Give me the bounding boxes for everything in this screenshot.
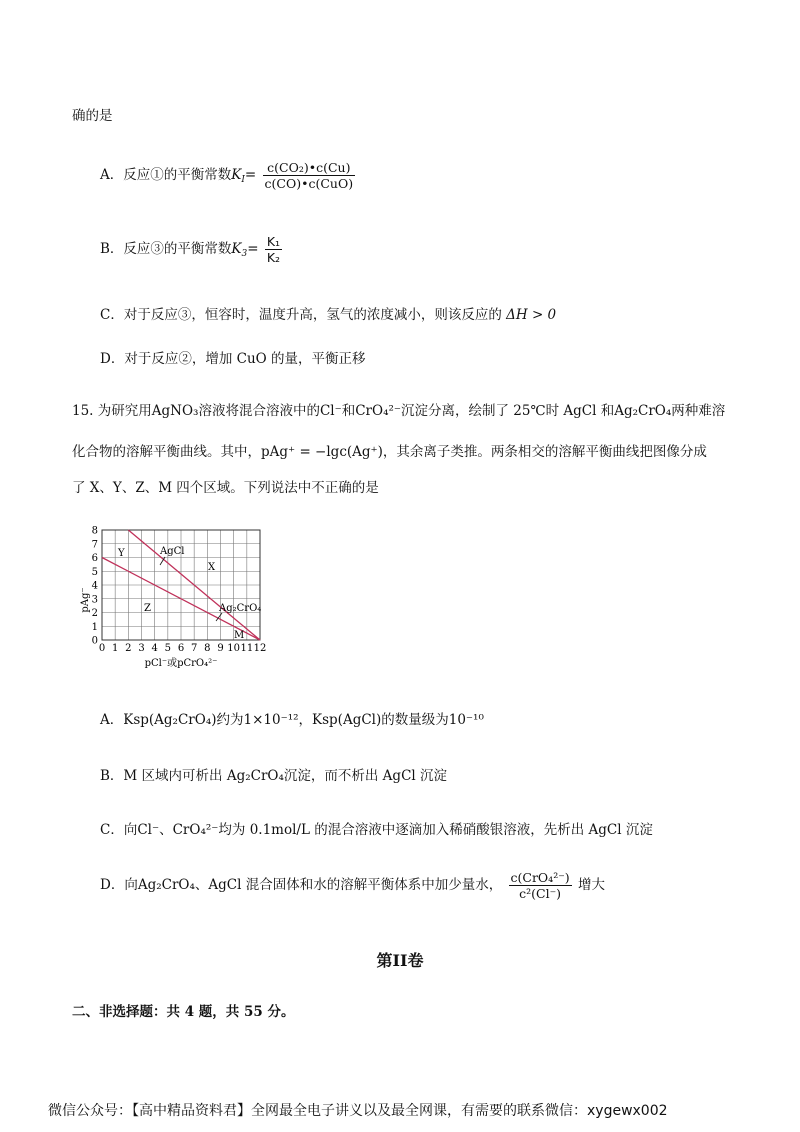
q14-c-tail: ΔH > 0 <box>506 307 557 323</box>
x-tick-label: 3 <box>138 643 145 654</box>
footer-wechat-notice: 微信公众号：【高中精品资料君】全网最全电子讲义以及最全网课，有需要的联系微信：xygewx002 <box>48 1103 668 1119</box>
q14-option-c <box>100 303 556 323</box>
x-tick-label: 10 <box>227 643 241 654</box>
region-z-label: Z <box>144 603 151 614</box>
q14-b-k-sub: 3 <box>241 249 248 259</box>
q15-option-b: B．M 区域内可析出 Ag₂CrO₄沉淀，而不析出 AgCl 沉淀 <box>100 768 448 784</box>
x-tick-label: 4 <box>151 643 158 654</box>
y-tick-label: 5 <box>91 566 98 578</box>
q15-stem-line-3: 了 X、Y、Z、M 四个区域。下列说法中不正确的是 <box>72 480 379 496</box>
q14-b-fraction <box>265 234 282 265</box>
q15-option-a: A．Ksp(Ag₂CrO₄)约为1×10⁻¹²，Ksp(AgCl)的数量级为10⁻¹⁰ <box>100 712 484 728</box>
ag2cro4-series-label: Ag₂CrO₄ <box>219 603 262 614</box>
q15-d-denominator: c²(Cl⁻) <box>519 886 562 901</box>
q15-d-numerator: c(CrO₄²⁻) <box>510 870 570 885</box>
x-tick-label: 5 <box>164 643 172 654</box>
agcl-series-label: AgCl <box>160 546 185 557</box>
q15-d-prefix: D．向Ag₂CrO₄、AgCl 混合固体和水的溶解平衡体系中加少量水， <box>100 877 503 893</box>
y-tick-label: 1 <box>91 621 98 633</box>
q15-d-fraction <box>509 870 572 901</box>
q15-option-c: C．向Cl⁻、CrO₄²⁻均为 0.1mol/L 的混合溶液中逐滴加入稀硝酸银溶液，先析出 AgCl 沉淀 <box>100 822 653 838</box>
y-tick-label: 7 <box>91 539 98 551</box>
x-tick-label: 2 <box>125 643 132 654</box>
q14-b-k: K <box>231 241 242 257</box>
solubility-chart <box>74 522 284 670</box>
q14-a-k-sub: I <box>241 175 245 185</box>
x-tick-label: 1 <box>111 643 119 654</box>
q14-c-text: C．对于反应③，恒容时，温度升高，氢气的浓度减小，则该反应的 <box>100 307 502 323</box>
region-x-label: X <box>208 562 216 573</box>
q14-b-eq: = <box>247 241 259 257</box>
q14-a-eq: = <box>244 167 257 183</box>
y-tick-label: 0 <box>91 635 98 647</box>
y-tick-label: 6 <box>91 553 98 564</box>
y-tick-label: 3 <box>91 594 98 606</box>
q14-a-fraction <box>263 160 356 191</box>
q15-d-suffix: 增大 <box>577 877 605 893</box>
x-tick-label: 0 <box>98 643 106 654</box>
x-tick-label: 7 <box>190 643 198 654</box>
q14-a-denominator: c(CO)•c(CuO) <box>264 176 354 191</box>
section-subtitle: 二、非选择题：共 4 题，共 55 分。 <box>72 1004 295 1020</box>
intro-tail: 确的是 <box>72 108 113 124</box>
q14-a-prefix: A．反应①的平衡常数 <box>100 167 232 183</box>
q14-b-prefix: B．反应③的平衡常数 <box>100 241 232 257</box>
q14-a-numerator: c(CO₂)•c(Cu) <box>263 160 356 176</box>
q14-option-a <box>100 160 357 191</box>
region-m-label: M <box>234 630 245 641</box>
y-tick-label: 8 <box>91 525 98 537</box>
x-tick-label: 9 <box>217 643 224 654</box>
q15-option-d <box>100 870 605 901</box>
q14-b-denominator: K₂ <box>266 250 281 265</box>
q14-a-k: K <box>231 167 242 183</box>
q15-stem-line-1: 15. 为研究用AgNO₃溶液将混合溶液中的Cl⁻和CrO₄²⁻沉淀分离，绘制了 25℃时 AgCl 和Ag₂CrO₄两种难溶 <box>72 403 726 419</box>
q14-option-d: D．对于反应②，增加 CuO 的量，平衡正移 <box>100 351 366 367</box>
y-tick-label: 4 <box>91 580 98 592</box>
x-tick-label: 6 <box>177 643 185 654</box>
region-y-label: Y <box>118 548 125 559</box>
x-tick-label: 8 <box>204 643 211 654</box>
x-axis-label: pCl⁻或pCrO₄²⁻ <box>144 658 218 669</box>
y-tick-label: 2 <box>91 608 98 619</box>
section-title: 第II卷 <box>376 951 424 970</box>
x-tick-label: 11 <box>240 643 254 654</box>
q14-b-numerator: K₁ <box>266 234 281 249</box>
q15-stem-line-2: 化合物的溶解平衡曲线。其中，pAg⁺ = −lgc(Ag⁺)，其余离子类推。两条相交的溶解平衡曲线把图像分成 <box>72 444 707 460</box>
q14-option-b <box>100 234 284 265</box>
x-tick-label: 12 <box>253 643 267 654</box>
y-axis-label: pAg⁻ <box>80 587 91 613</box>
